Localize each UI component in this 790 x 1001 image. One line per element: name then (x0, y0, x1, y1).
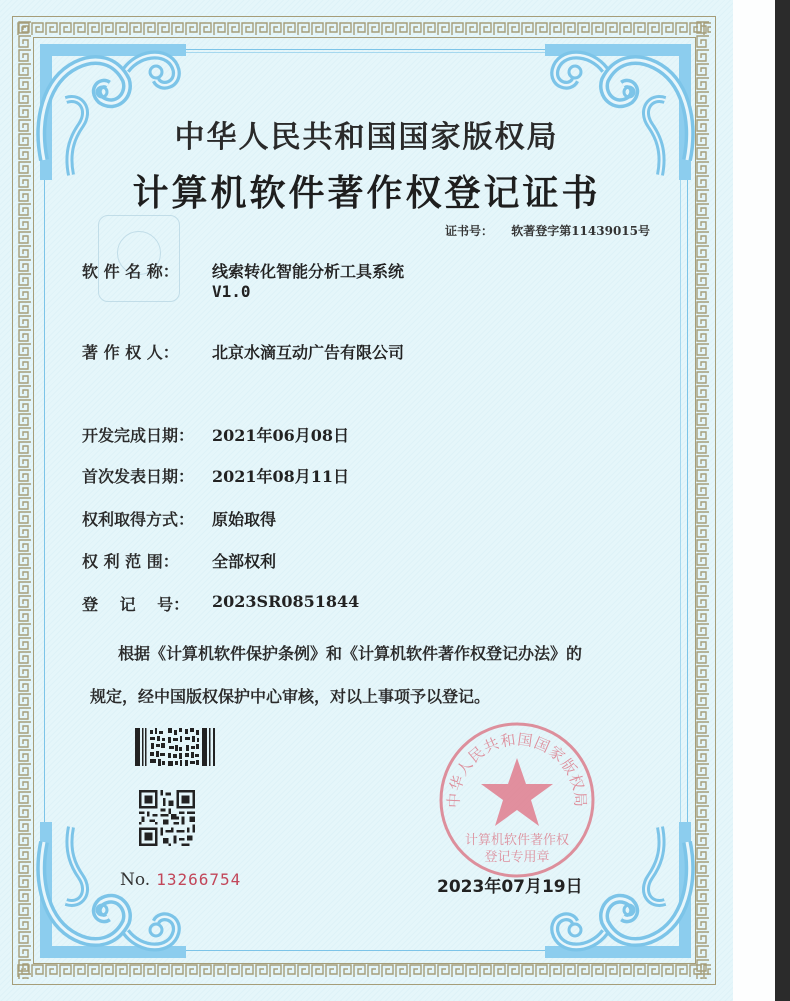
ornament-line-top-2 (186, 52, 546, 53)
field-label: 权利取得方式： (82, 510, 195, 529)
qr-code-icon (139, 790, 195, 846)
certificate-number-label: 证书号： (445, 224, 494, 238)
field-first-publication-date (82, 464, 349, 487)
greek-key-border-bottom (17, 963, 711, 979)
ornament-line-top (186, 49, 546, 50)
field-acquisition-method (82, 507, 276, 530)
field-copyright-owner (82, 340, 404, 363)
field-rights-scope (82, 549, 276, 572)
copyright-owner-value: 北京水滴互动广告有限公司 (212, 343, 405, 362)
certificate-title: 计算机软件著作权登记证书 (132, 172, 601, 214)
rights-scope-value: 全部权利 (212, 552, 277, 571)
registration-number-value: 2023SR0851844 (212, 592, 360, 611)
serial-prefix: No. (120, 870, 151, 890)
ornament-line-right (687, 180, 688, 822)
issuer-title: 中华人民共和国国家版权局 (174, 120, 559, 155)
statement-line-1: 根据《计算机软件保护条例》和《计算机软件著作权登记办法》的 (118, 644, 583, 663)
statement-line-2: 规定，经中国版权保护中心审核，对以上事项予以登记。 (90, 687, 491, 706)
field-completion-date (82, 423, 349, 446)
serial-number-value: 13266754 (156, 870, 242, 889)
issue-date: 2023年07月19日 (437, 877, 583, 897)
first-publication-date-value: 2021年08月11日 (212, 467, 350, 486)
star-icon (481, 758, 553, 826)
seal-arc-text: 中华人民共和国国家版权局 (444, 730, 590, 809)
scan-edge-strip (775, 0, 790, 1001)
software-version-value: V1.0 (212, 282, 251, 301)
ornament-line-left (44, 180, 45, 822)
completion-date-value: 2021年06月08日 (212, 426, 350, 445)
field-label: 著 作 权 人： (82, 343, 179, 362)
ornament-line-right-2 (680, 150, 681, 822)
certificate-number (445, 222, 650, 239)
field-label: 登 记 号： (82, 595, 190, 614)
field-label: 权 利 范 围： (82, 552, 179, 571)
field-label: 首次发表日期： (82, 467, 195, 486)
certificate-number-value: 软著登字第11439015号 (511, 224, 651, 238)
field-label: 开发完成日期： (82, 426, 195, 445)
field-registration-number (82, 592, 359, 615)
software-name-value: 线索转化智能分析工具系统 (212, 262, 405, 281)
ornament-line-bottom (186, 950, 546, 951)
corner-ornament-top-right (545, 40, 695, 180)
serial-number (120, 870, 241, 890)
seal-line-1: 计算机软件著作权 (464, 833, 570, 848)
field-label: 软 件 名 称： (82, 262, 179, 281)
seal-line-2: 登记专用章 (484, 850, 550, 865)
field-software-name (82, 259, 404, 301)
official-seal (437, 720, 597, 880)
barcode-icon (135, 728, 217, 766)
scan-margin (733, 0, 775, 1001)
greek-key-border-top (17, 21, 711, 37)
acquisition-method-value: 原始取得 (212, 510, 277, 529)
corner-ornament-top-left (36, 40, 186, 180)
